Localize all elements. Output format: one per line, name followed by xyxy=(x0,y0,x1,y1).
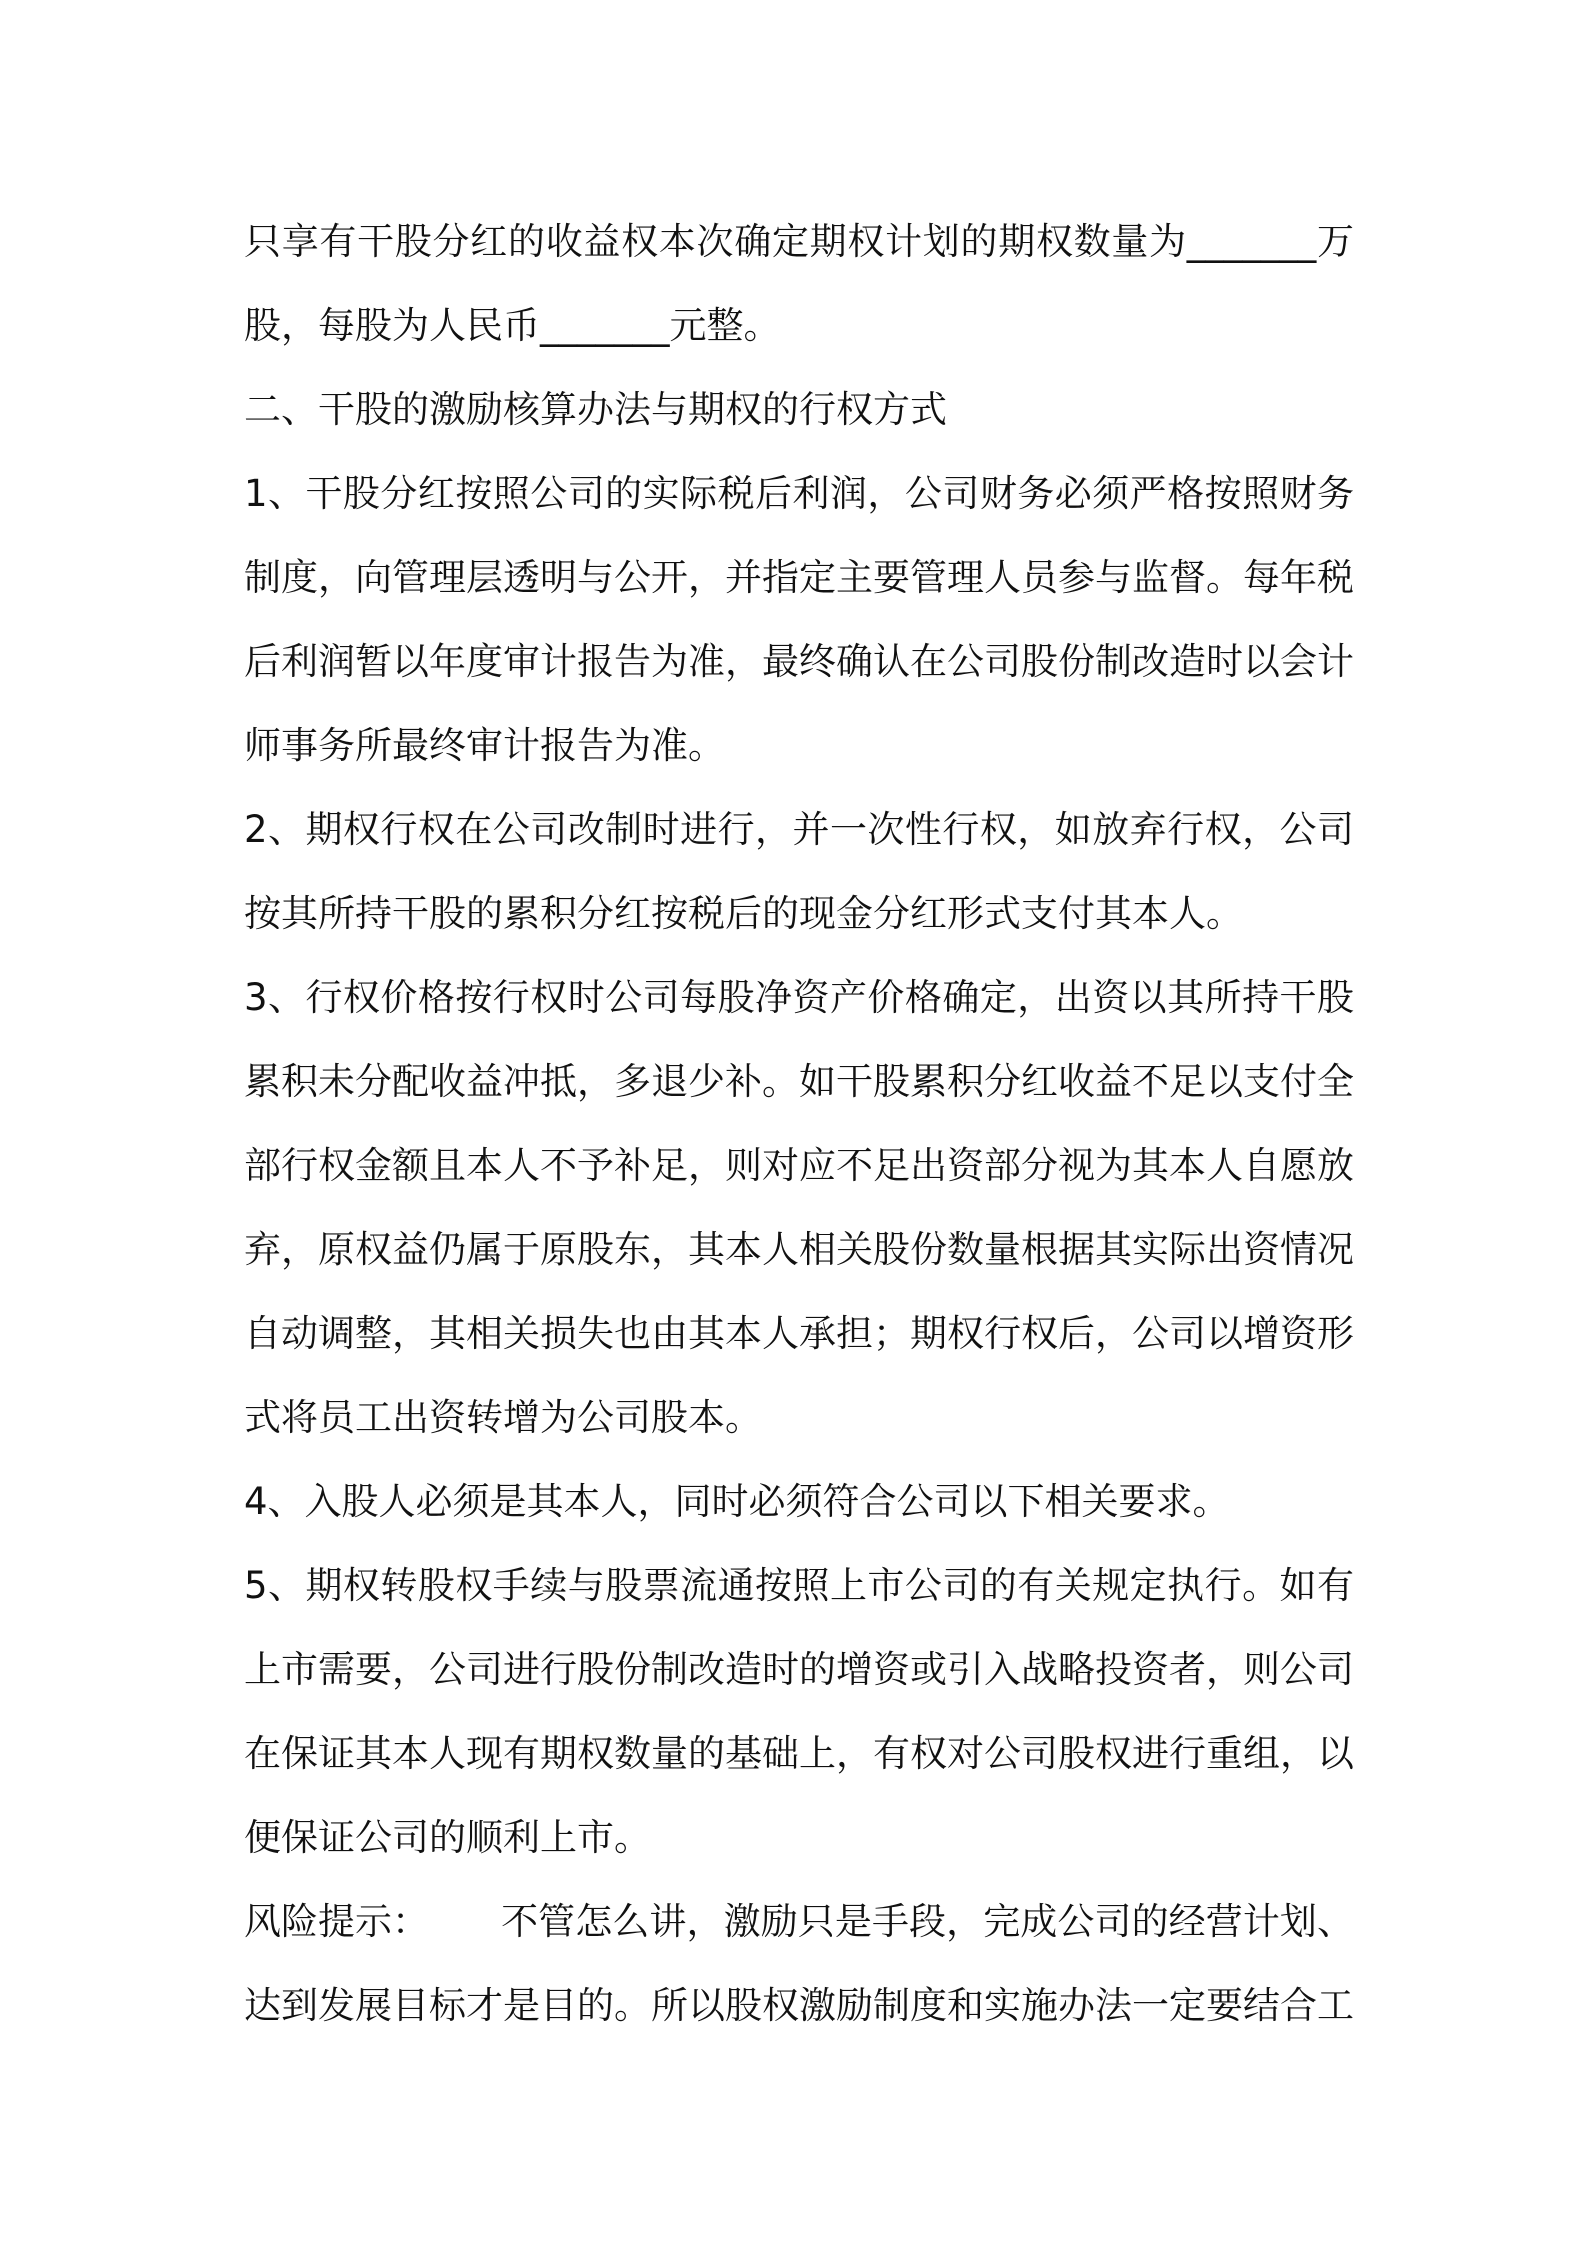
paragraph-item-2: 2、期权行权在公司改制时进行，并一次性行权，如放弃行权，公司按其所持干股的累积分红按税后的现金分红形式支付其本人。 xyxy=(244,808,1354,935)
document-body xyxy=(244,200,1354,2048)
paragraph-item-5: 5、期权转股权手续与股票流通按照上市公司的有关规定执行。如有上市需要，公司进行股份制改造时的增资或引入战略投资者，则公司在保证其本人现有期权数量的基础上，有权对公司股权进行重组，以便保证公司的顺利上市。 xyxy=(244,1564,1354,1859)
paragraph-option-quantity: 只享有干股分红的收益权本次确定期权计划的期权数量为_______万股，每股为人民币_______元整。 xyxy=(244,220,1354,347)
paragraph-risk-notice xyxy=(244,1880,1354,2048)
risk-notice-text: 不管怎么讲，激励只是手段，完成公司的经营计划、达到发展目标才是目的。所以股权激励制度和实施办法一定要结合工 xyxy=(244,1900,1354,2027)
paragraph-item-4: 4、入股人必须是其本人，同时必须符合公司以下相关要求。 xyxy=(244,1480,1230,1523)
section-heading-incentive-accounting: 二、干股的激励核算办法与期权的行权方式 xyxy=(244,388,947,431)
paragraph-item-3: 3、行权价格按行权时公司每股净资产价格确定，出资以其所持干股累积未分配收益冲抵，多退少补。如干股累积分红收益不足以支付全部行权金额且本人不予补足，则对应不足出资部分视为其本人自愿放弃，原权益仍属于原股东，其本人相关股份数量根据其实际出资情况自动调整，其相关损失也由其本人承担；期权行权后，公司以增资形式将员工出资转增为公司股本。 xyxy=(244,976,1354,1439)
paragraph-item-1: 1、干股分红按照公司的实际税后利润，公司财务必须严格按照财务制度，向管理层透明与公开，并指定主要管理人员参与监督。每年税后利润暂以年度审计报告为准，最终确认在公司股份制改造时以会计师事务所最终审计报告为准。 xyxy=(244,472,1354,767)
risk-notice-label: 风险提示： xyxy=(244,1900,429,1943)
